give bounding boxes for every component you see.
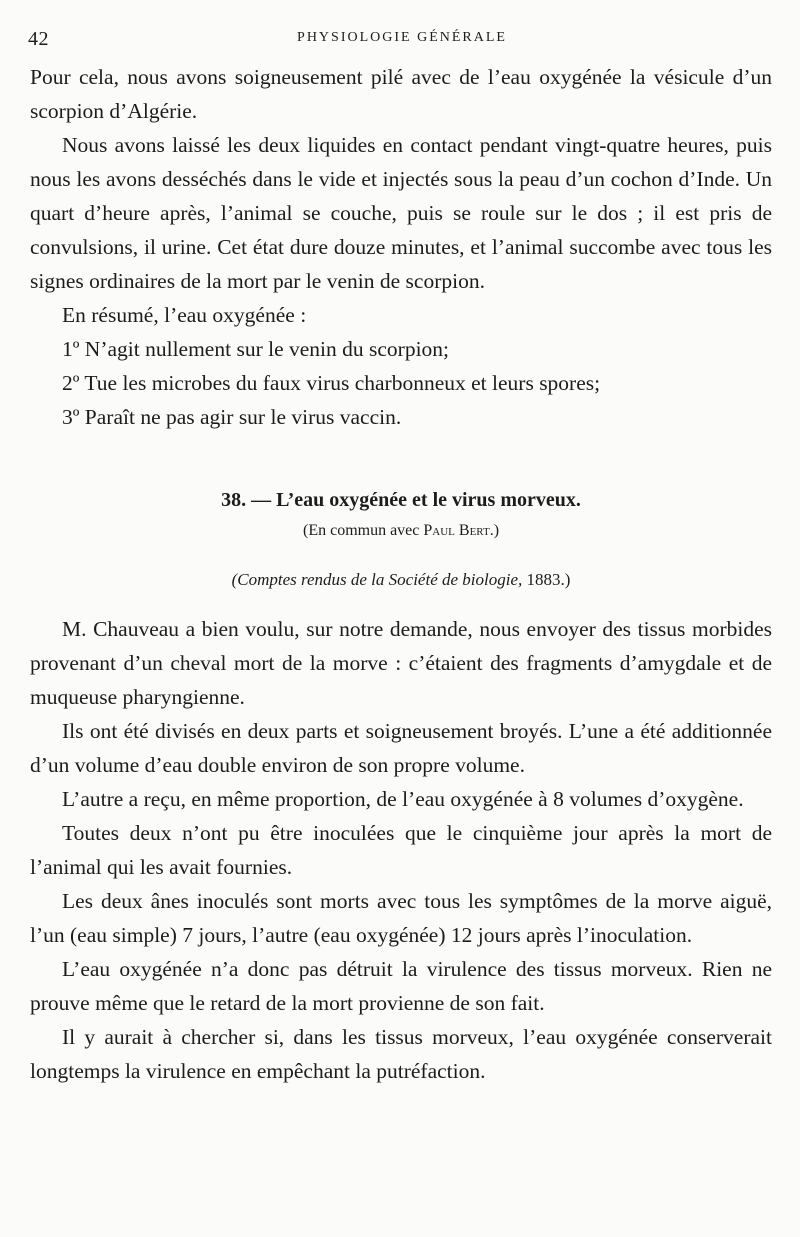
section-paragraph: L’autre a reçu, en même proportion, de l’eau oxygénée à 8 volumes d’oxygène. [62, 787, 744, 811]
section-paragraph: M. Chauveau a bien voulu, sur notre demande, nous envoyer des tissus morbides provenant d’un cheval mort de la morve : c’étaient des fragments d’amygdale et de muqueuse pharyngienne. [30, 617, 772, 709]
section-paragraph: Toutes deux n’ont pu être inoculées que le cinquième jour après la mort de l’animal qui les avait fournies. [30, 821, 772, 879]
collab-suffix: .) [489, 522, 500, 539]
page-number: 42 [28, 28, 49, 50]
list-item: 1º N’agit nullement sur le venin du scorpion; [62, 337, 450, 361]
body-paragraph: Pour cela, nous avons soigneusement pilé avec de l’eau oxygénée la vésicule d’un scorpion d’Algérie. [30, 65, 772, 123]
body-paragraph: Nous avons laissé les deux liquides en contact pendant vingt-quatre heures, puis nous les avons desséchés dans le vide et injectés sous la peau d’un cochon d’Inde. Un quart d’heure après, l’animal se couche, puis se roule sur le dos ; il est pris de convulsions, il urine. Cet état dure douze minutes, et l’animal succombe avec tous les signes ordinaires de la mort par le venin de scorpion. [30, 133, 772, 293]
list-item: 3º Paraît ne pas agir sur le virus vaccin. [62, 405, 402, 429]
section-source [30, 568, 772, 592]
page-content [30, 60, 772, 1088]
section-paragraph: Les deux ânes inoculés sont morts avec tous les symptômes de la morve aiguë, l’un (eau simple) 7 jours, l’autre (eau oxygénée) 12 jours après l’inoculation. [30, 889, 772, 947]
running-title: PHYSIOLOGIE GÉNÉRALE [297, 30, 507, 45]
page-header [28, 28, 776, 58]
body-paragraph: En résumé, l’eau oxygénée : [62, 303, 307, 327]
section-paragraph: Ils ont été divisés en deux parts et soigneusement broyés. L’une a été additionnée d’un volume d’eau double environ de son propre volume. [30, 719, 772, 777]
source-year: 1883.) [522, 570, 571, 589]
source-title: (Comptes rendus de la Société de biologie, [231, 570, 523, 589]
section-paragraph: L’eau oxygénée n’a donc pas détruit la virulence des tissus morveux. Rien ne prouve même que le retard de la mort provienne de son fait. [30, 957, 772, 1015]
section-collaboration [30, 520, 772, 542]
section-paragraph: Il y aurait à chercher si, dans les tissus morveux, l’eau oxygénée conserverait longtemps la virulence en empêchant la putréfaction. [30, 1025, 772, 1083]
collab-prefix: (En commun avec [302, 522, 424, 539]
list-item: 2º Tue les microbes du faux virus charbonneux et leurs spores; [62, 371, 601, 395]
collab-author: Paul Bert [423, 522, 490, 539]
section-title: 38. — L’eau oxygénée et le virus morveux. [221, 489, 581, 511]
